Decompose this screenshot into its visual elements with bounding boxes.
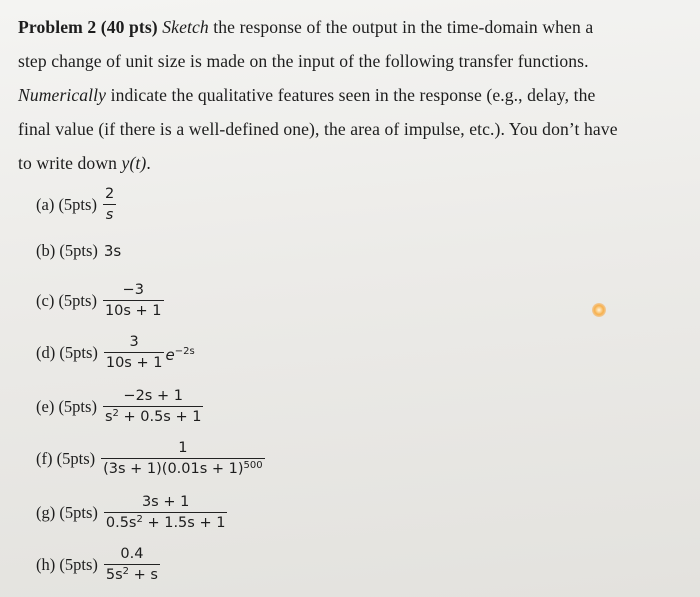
part-e: [36, 388, 203, 425]
part-h-transfer-function: [104, 546, 160, 583]
part-c-numerator: −3: [122, 282, 144, 298]
den-pre: 5s: [105, 567, 123, 584]
part-h-label: (h) (5pts): [36, 554, 98, 574]
den-base: s: [104, 409, 113, 426]
den-rest: + s: [129, 567, 158, 584]
emphasis-numerically: Numerically: [18, 85, 107, 105]
part-h-numerator: 0.4: [120, 546, 144, 562]
part-e-numerator: −2s + 1: [123, 388, 183, 404]
part-c-denominator: 10s + 1: [104, 303, 162, 320]
statement-line-5: [18, 146, 690, 180]
den-power: 2: [112, 408, 119, 420]
part-d-transfer-function: [104, 334, 165, 371]
den-rest: + 1.5s + 1: [142, 515, 226, 532]
part-g: [36, 494, 227, 531]
den-pre: 0.5s: [105, 515, 137, 532]
den-rest: + 0.5s + 1: [118, 409, 202, 426]
part-c-transfer-function: [103, 282, 164, 319]
light-glare-spot: [592, 303, 606, 317]
part-c-label: (c) (5pts): [36, 290, 97, 310]
statement-line-3-text: indicate the qualitative features seen in the response (e.g., delay, the: [106, 85, 596, 105]
part-g-numerator: 3s + 1: [141, 494, 190, 510]
part-a-numerator: 2: [104, 186, 115, 202]
problem-heading: Problem 2 (40 pts): [18, 17, 158, 37]
part-a: [36, 186, 116, 223]
part-e-transfer-function: [103, 388, 204, 425]
statement-line-4: final value (if there is a well-defined one), the area of impulse, etc.). You don’t have: [18, 119, 618, 139]
den-base: (3s + 1)(0.01s + 1): [103, 461, 244, 478]
statement-line-1-text: the response of the output in the time-domain when a: [208, 17, 594, 37]
statement-line-5-text: to write down: [18, 153, 122, 173]
part-b-label: (b) (5pts): [36, 241, 98, 260]
statement-line-2: step change of unit size is made on the input of the following transfer functions.: [18, 51, 589, 71]
statement-line-1: [18, 10, 690, 44]
den-power: 2: [136, 514, 143, 526]
part-h-denominator: [104, 565, 160, 583]
part-f-label: (f) (5pts): [36, 448, 96, 468]
part-b: [36, 241, 121, 261]
part-g-label: (g) (5pts): [36, 502, 98, 522]
part-g-transfer-function: [104, 494, 228, 531]
part-f-denominator: [101, 459, 265, 477]
statement-line-5-period: .: [146, 153, 151, 173]
exp-power: −2s: [174, 345, 195, 357]
part-b-transfer-function: 3s: [103, 242, 122, 260]
problem-statement: [18, 10, 690, 180]
part-d-label: (d) (5pts): [36, 342, 98, 362]
part-d-numerator: 3: [129, 334, 139, 350]
exp-base: e: [165, 345, 175, 364]
part-d-delay-factor: [165, 346, 194, 364]
den-power: 2: [122, 566, 130, 578]
output-function: y(t): [121, 153, 147, 173]
part-h: [36, 546, 160, 583]
part-e-label: (e) (5pts): [36, 396, 97, 416]
part-a-denominator: s: [105, 207, 114, 224]
emphasis-sketch: Sketch: [162, 17, 209, 37]
part-f-transfer-function: [101, 440, 265, 477]
part-d-denominator: 10s + 1: [105, 355, 163, 372]
part-a-label: (a) (5pts): [36, 194, 97, 214]
part-f-numerator: 1: [178, 440, 188, 456]
statement-line-3: [18, 78, 690, 112]
part-a-transfer-function: [103, 186, 116, 223]
part-c: [36, 282, 164, 319]
part-e-denominator: [103, 407, 204, 425]
part-g-denominator: [104, 513, 228, 531]
part-f: [36, 440, 265, 477]
den-power: 500: [243, 460, 263, 472]
part-d: [36, 334, 195, 371]
